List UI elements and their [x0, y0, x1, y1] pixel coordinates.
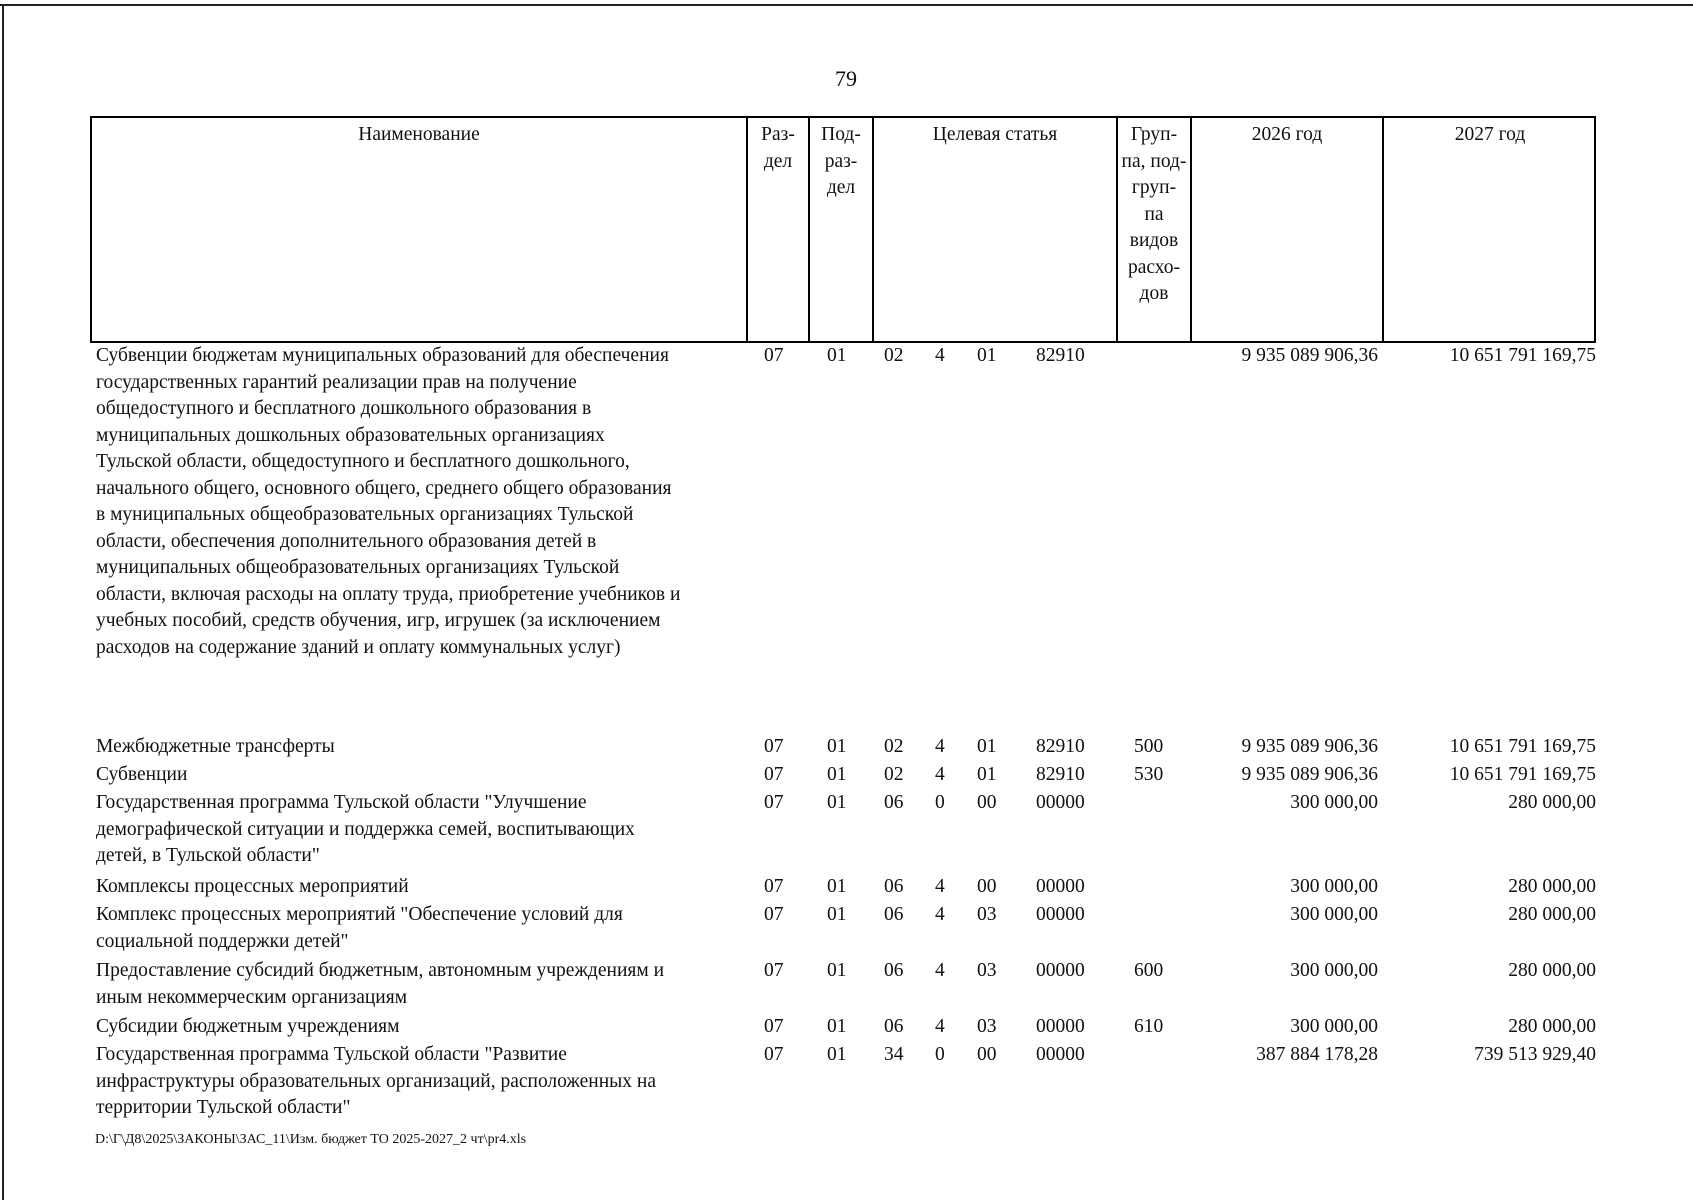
header-target-article: Целевая статья: [932, 124, 1058, 145]
cell-podrazdel: 01: [827, 345, 847, 366]
header-divider: [1190, 118, 1192, 341]
cell-2026: 300 000,00: [1290, 904, 1378, 925]
cell-target-direction: 00000: [1036, 1044, 1085, 1065]
cell-2026: 300 000,00: [1290, 960, 1378, 981]
cell-target-direction: 00000: [1036, 876, 1085, 897]
cell-target-type: 4: [935, 1016, 945, 1037]
cell-2026: 9 935 089 906,36: [1241, 736, 1378, 757]
row-name: Субвенции бюджетам муниципальных образований для обеспечения государственных гарантий реализации прав на получение общедоступного и бесплатного дошкольного образования в муниципальных дошкольных образовательных организациях Тульской области, общедоступного и бесплатного дошкольного, начального общего, основного общего, среднего общего образования в муниципальных общеобразовательных организациях Тульской области, обеспечения дополнительного образования детей в муниципальных общеобразовательных организациях Тульской области, включая расходы на оплату труда, приобретение учебников и учебных пособий, средств обучения, игр, игрушек (за исключением расходов на содержание зданий и оплату коммунальных услуг): [96, 345, 681, 658]
cell-target-sub: 00: [977, 876, 997, 897]
cell-target-program: 06: [884, 792, 904, 813]
row-name: Субсидии бюджетным учреждениям: [96, 1016, 400, 1037]
cell-target-sub: 03: [977, 1016, 997, 1037]
cell-podrazdel: 01: [827, 1016, 847, 1037]
cell-target-direction: 82910: [1036, 736, 1085, 757]
cell-target-direction: 00000: [1036, 904, 1085, 925]
page-border-top: [0, 4, 1693, 6]
cell-target-program: 34: [884, 1044, 904, 1065]
cell-target-sub: 01: [977, 736, 997, 757]
cell-target-type: 4: [935, 764, 945, 785]
cell-2027: 280 000,00: [1508, 876, 1596, 897]
cell-2026: 9 935 089 906,36: [1241, 345, 1378, 366]
cell-group: 500: [1134, 736, 1164, 757]
cell-podrazdel: 01: [827, 792, 847, 813]
header-razdel: Раз- дел: [761, 124, 795, 172]
cell-2026: 300 000,00: [1290, 792, 1378, 813]
cell-target-sub: 01: [977, 345, 997, 366]
cell-target-program: 02: [884, 345, 904, 366]
cell-target-direction: 00000: [1036, 1016, 1085, 1037]
cell-2027: 739 513 929,40: [1474, 1044, 1596, 1065]
cell-target-program: 06: [884, 904, 904, 925]
cell-target-type: 4: [935, 876, 945, 897]
cell-target-sub: 01: [977, 764, 997, 785]
cell-target-sub: 00: [977, 1044, 997, 1065]
row-name: Комплексы процессных мероприятий: [96, 876, 409, 897]
cell-razdel: 07: [764, 876, 784, 897]
row-name: Государственная программа Тульской области "Улучшение демографической ситуации и поддержка семей, воспитывающих детей, в Тульской области": [96, 792, 635, 866]
cell-2026: 300 000,00: [1290, 876, 1378, 897]
header-year-2027: 2027 год: [1454, 124, 1526, 145]
cell-2027: 280 000,00: [1508, 904, 1596, 925]
cell-2027: 10 651 791 169,75: [1449, 345, 1596, 366]
cell-razdel: 07: [764, 792, 784, 813]
cell-2027: 10 651 791 169,75: [1449, 736, 1596, 757]
cell-razdel: 07: [764, 960, 784, 981]
page-border-left: [2, 4, 4, 1200]
cell-razdel: 07: [764, 1044, 784, 1065]
cell-target-direction: 00000: [1036, 792, 1085, 813]
cell-target-type: 0: [935, 1044, 945, 1065]
cell-target-direction: 82910: [1036, 764, 1085, 785]
row-name: Комплекс процессных мероприятий "Обеспечение условий для социальной поддержки детей": [96, 904, 623, 952]
file-path-footer: D:\Г\Д8\2025\ЗАКОНЫ\ЗАС_11\Изм. бюджет ТО 2025-2027_2 чт\pr4.xls: [95, 1132, 527, 1147]
header-divider: [1382, 118, 1384, 341]
page-number: 79: [835, 66, 857, 91]
cell-2027: 280 000,00: [1508, 960, 1596, 981]
cell-razdel: 07: [764, 1016, 784, 1037]
cell-2026: 300 000,00: [1290, 1016, 1378, 1037]
header-name: Наименование: [358, 124, 480, 145]
header-group: Груп- па, под- груп- па видов расхо- дов: [1121, 124, 1187, 304]
cell-group: 530: [1134, 764, 1164, 785]
cell-group: 610: [1134, 1016, 1164, 1037]
cell-target-sub: 03: [977, 960, 997, 981]
row-name: Предоставление субсидий бюджетным, автономным учреждениям и иным некоммерческим организациям: [96, 960, 665, 1008]
cell-target-type: 0: [935, 792, 945, 813]
cell-group: 600: [1134, 960, 1164, 981]
header-podrazdel: Под- раз- дел: [821, 124, 861, 198]
cell-target-type: 4: [935, 345, 945, 366]
cell-2027: 280 000,00: [1508, 1016, 1596, 1037]
cell-target-sub: 00: [977, 792, 997, 813]
cell-target-program: 06: [884, 960, 904, 981]
cell-target-direction: 82910: [1036, 345, 1085, 366]
cell-target-program: 02: [884, 736, 904, 757]
cell-2027: 280 000,00: [1508, 792, 1596, 813]
cell-podrazdel: 01: [827, 1044, 847, 1065]
cell-target-type: 4: [935, 904, 945, 925]
cell-podrazdel: 01: [827, 764, 847, 785]
cell-razdel: 07: [764, 904, 784, 925]
row-name: Субвенции: [96, 764, 188, 785]
cell-razdel: 07: [764, 345, 784, 366]
cell-target-program: 06: [884, 1016, 904, 1037]
row-name: Межбюджетные трансферты: [96, 736, 335, 757]
cell-2026: 9 935 089 906,36: [1241, 764, 1378, 785]
cell-2026: 387 884 178,28: [1256, 1044, 1378, 1065]
cell-target-type: 4: [935, 736, 945, 757]
cell-target-program: 02: [884, 764, 904, 785]
cell-podrazdel: 01: [827, 904, 847, 925]
cell-razdel: 07: [764, 736, 784, 757]
cell-podrazdel: 01: [827, 736, 847, 757]
header-year-2026: 2026 год: [1251, 124, 1323, 145]
cell-target-sub: 03: [977, 904, 997, 925]
cell-2027: 10 651 791 169,75: [1449, 764, 1596, 785]
header-divider: [872, 118, 874, 341]
cell-target-program: 06: [884, 876, 904, 897]
cell-podrazdel: 01: [827, 876, 847, 897]
table-header: [90, 116, 1596, 343]
cell-target-type: 4: [935, 960, 945, 981]
cell-podrazdel: 01: [827, 960, 847, 981]
row-name: Государственная программа Тульской области "Развитие инфраструктуры образовательных организаций, расположенных на территории Тульской области": [96, 1044, 656, 1118]
cell-target-direction: 00000: [1036, 960, 1085, 981]
cell-razdel: 07: [764, 764, 784, 785]
